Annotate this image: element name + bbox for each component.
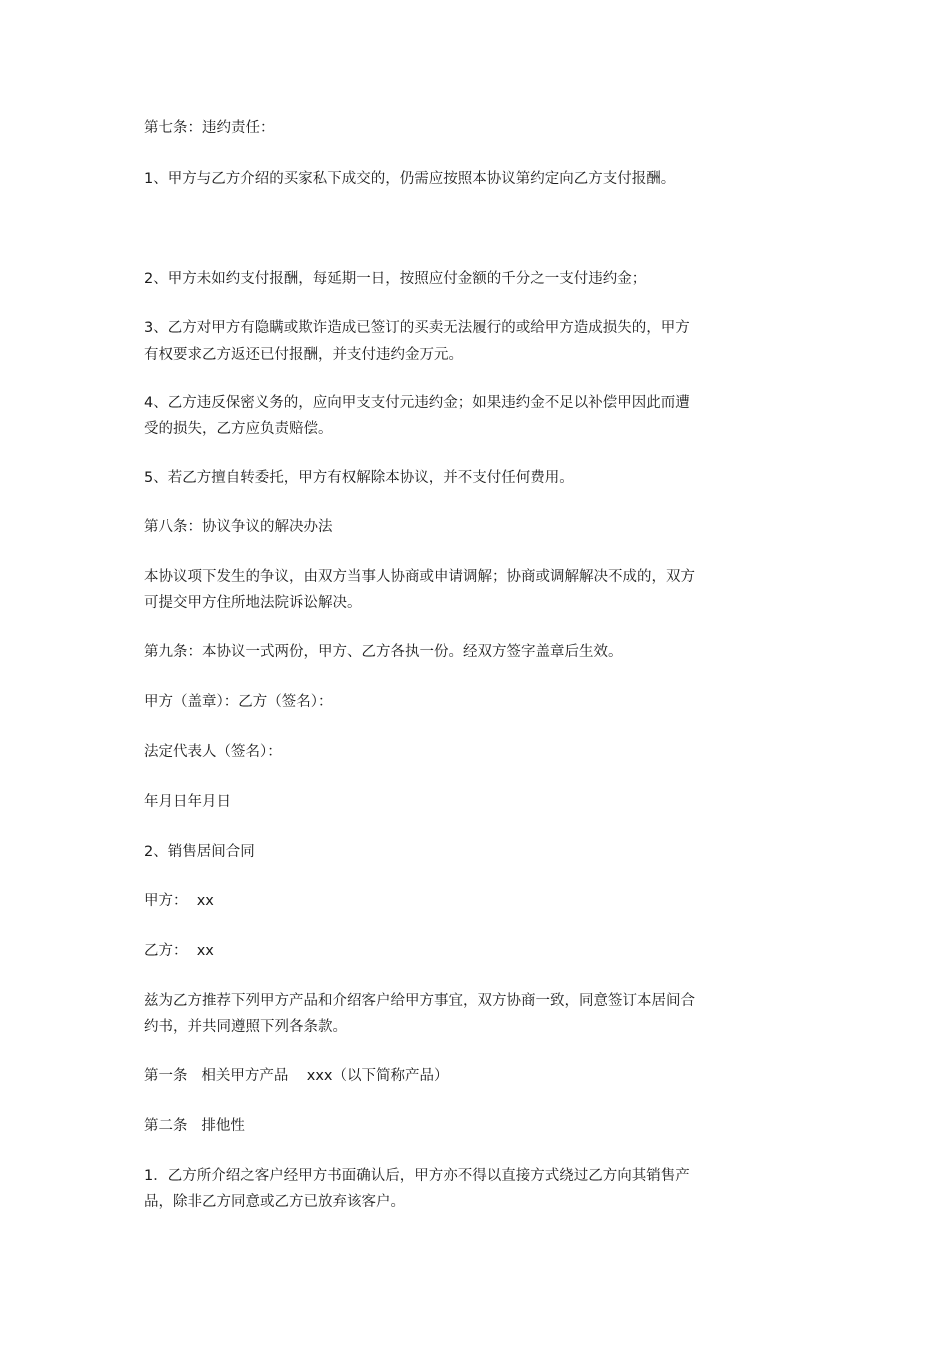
- preamble-line2: 约书，并共同遵照下列各条款。: [144, 1019, 347, 1035]
- preamble-line1: 兹为乙方推荐下列甲方产品和介绍客户给甲方事宜，双方协商一致，同意签订本居间合: [144, 993, 695, 1009]
- signature-dates: 年月日年月日: [144, 794, 231, 810]
- clause-7-4-line1: 4、乙方违反保密义务的，应向甲支支付元违约金；如果违约金不足以补偿甲因此而遭: [144, 395, 690, 411]
- article-2-heading: 第二条 排他性: [144, 1118, 245, 1134]
- article-2-clause-1-line2: 品，除非乙方同意或乙方已放弃该客户。: [144, 1194, 405, 1210]
- signature-parties: 甲方（盖章）：乙方（签名）：: [144, 694, 333, 710]
- article-9: 第九条：本协议一式两份，甲方、乙方各执一份。经双方签字盖章后生效。: [144, 644, 623, 660]
- contract-2-title: 2、销售居间合同: [144, 844, 255, 860]
- article-8-body-line2: 可提交甲方住所地法院诉讼解决。: [144, 595, 362, 611]
- clause-7-4-line2: 受的损失，乙方应负责赔偿。: [144, 421, 333, 437]
- party-a: 甲方： xx: [144, 893, 214, 909]
- article-8-body-line1: 本协议项下发生的争议，由双方当事人协商或申请调解；协商或调解解决不成的，双方: [144, 569, 695, 585]
- party-b: 乙方： xx: [144, 943, 214, 959]
- legal-representative: 法定代表人（签名）：: [144, 744, 282, 760]
- article-8-heading: 第八条：协议争议的解决办法: [144, 519, 333, 535]
- article-2-clause-1-line1: 1．乙方所介绍之客户经甲方书面确认后，甲方亦不得以直接方式绕过乙方向其销售产: [144, 1168, 690, 1184]
- article-1: 第一条 相关甲方产品 xxx（以下简称产品）: [144, 1068, 449, 1084]
- clause-7-2: 2、甲方未如约支付报酬，每延期一日，按照应付金额的千分之一支付违约金；: [144, 271, 647, 287]
- clause-7-3-line1: 3、乙方对甲方有隐瞒或欺诈造成已签订的买卖无法履行的或给甲方造成损失的，甲方: [144, 320, 690, 336]
- clause-7-3-line2: 有权要求乙方返还已付报酬，并支付违约金万元。: [144, 347, 463, 363]
- article-7-heading: 第七条：违约责任：: [144, 120, 275, 136]
- clause-7-5: 5、若乙方擅自转委托，甲方有权解除本协议，并不支付任何费用。: [144, 470, 574, 486]
- clause-7-1: 1、甲方与乙方介绍的买家私下成交的，仍需应按照本协议第约定向乙方支付报酬。: [144, 171, 676, 187]
